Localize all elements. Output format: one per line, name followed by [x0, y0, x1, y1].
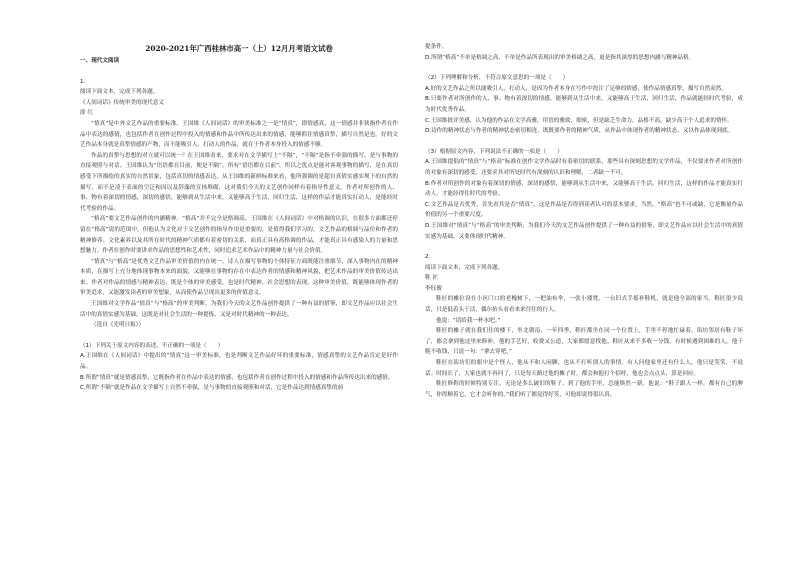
- story-author: 李钰俊: [425, 285, 442, 292]
- question-number: 2.: [425, 254, 431, 261]
- option-b: B.作者对所创作的对象有着深切的情感，深切的感悟，能够到从生活中来，又能够高于生活，回归生活，这样的作品才能真实打动人，才能经得住时代的考验。: [425, 180, 743, 198]
- question-instruction: 阅读下面文本，完成下列各题。: [80, 89, 159, 96]
- sub-question: （3）根据原文内容，下列说法不正确的一项是（ ）: [425, 148, 563, 155]
- story-title: 鞋 匠: [425, 275, 438, 282]
- sub-question: （1）下列关于原文内容的表述，不正确的一项是（ ）: [80, 342, 224, 349]
- option-d: D.王国维对“情真”与“格高”的审美判断，为我们今天的文艺作品创作提供了一种有益的借鉴，即文艺作品应以社会生活中的真情实感为基础，又要体现时代精神。: [425, 222, 743, 240]
- story-paragraph: 他说：“请给我一杯水吧。”: [436, 317, 501, 324]
- article-paragraph: “格高”要文艺作品创作的内涵精神。“格高”并不完全是格调高，王国维在《人间词话》中对格调的认识，在很多方面都还停留在“格高”说的范围中，但他认为文化对于文艺创作的指导作用是重要的，是值得我们学习的，文艺作品的格调与品位和作者的精神修养、文化素养以及其所在时代的精神气质都有着密切的关系，而真正具有高格调的作品，才能真正具有感染人的力量和思想魅力。作者在创作时要讲求作品的思想性和艺术性，同时追求艺术作品中的精神力量与社会价值。: [80, 216, 398, 255]
- question-instruction: 阅读下面文本，完成下列各题。: [425, 264, 504, 271]
- sub-question: （2）下列理解和分析，不符合原文意思的一项是（ ）: [425, 75, 569, 82]
- option-d: D.诗作的精神状态与作者的精神状态密切相连，既既要作者的精神气质，从作品中体现作者的精神状态，又以作品体现到底。: [425, 128, 734, 135]
- option-b: B.只要作者对所创作的人、事、物有着深切的情感，能够到从生活中来，又能够高于生活，回归生活，作品就能经时代考验，成为时代优秀作品。: [425, 96, 743, 113]
- question-number: 1.: [80, 78, 86, 85]
- story-paragraph: 鞋匠修鞋的时候特别专注，无论是多么破旧的鞋子，到了他的手里，总能焕然一新。他说：“鞋子跟人一样，都有自己的脾气，你得顺着它，它才会听你的。”我们听了都觉得好笑，可他却说得很认真。: [425, 381, 743, 398]
- option-a: A.王国维提倡的“情真”与“格高”标准在创作文学作品时有着密切的联系，那些具有深刻思想的文学作品，不仅要求作者对所创作的对象有深切的感受，还要求其对所处时代有深刻的认识和理解，二者缺一不可。: [425, 159, 743, 176]
- right-column: [425, 42, 743, 400]
- article-paragraph: 作品的真挚与思想的对立就可以统一？在王国维看来，要求对在文学描写上“不隔”，“不隔”是指不牵强的描写，是与事物的直接观照与对话。王国维认为“语语都在目前，便是不隔”，所有“语语都在目前”，所以之优点是能对客观事物的描写，是在真切感受下所描绘的真实的自然景象，包括真切的情感表达，从王国维的新鲜标准来看，他所强调的是超自真情实感实现下的自然的描写，而不是凌于表面的空泛和因以及辞藻的宣扬堆砌，这对我们今天的文艺创作同样有着指导性意义。作者对所创作的人、事、物有着深切的情感，深切的感悟，能够到从生活中来，又能够高于生活，回归生活，这样的作品才能真实打动人，是能经时代考验的作品。: [80, 152, 398, 212]
- left-column: [80, 56, 398, 394]
- article-paragraph: 王国维对文学作品“情真”与“格高”的审美判断，为我们今天的文艺作品创作提供了一种有益的借鉴，即文艺作品应以社会生活中的真情实感为基础，这既是对社会生活的一种提炼，又是对时代精神的一种表达。: [80, 301, 398, 318]
- article-paragraph: “情真”与“格高”是优秀文艺作品审美价值的内在统一。诗人在描写事物的个体特征方面既能注重细节，深入事物内在的精神本质，在描写上充分地体现事物本来的面貌，又能够在事物的存在中表达作者的情感和精神风貌，把艺术作品的审美价值传达出来。作者对作品的情感与精神表达，既是个体的审美感受，也是时代精神、社会思想的表现。这种审美价值，既能够体现作者的审美追求，又能激发读者的审美想象，从而使作品呈现出更多的价值意义。: [80, 258, 398, 297]
- option-d: D.所谓“格高”不单是格调之高，不单是作品所表现出的审美格调之高，更是指其深厚的思想内涵与精神品格。: [425, 54, 695, 61]
- page-title: 2020-2021年广西桂林市高一（上）12月月考语文试卷: [145, 44, 333, 53]
- option-a: A.王国维在《人间词话》中提出的“情真”这一审美标准，也是判断文艺作品好坏的重要标准，情感真挚的文艺作品肯定是好作品。: [80, 353, 398, 371]
- article-source: （选自《光明日报》）: [91, 322, 145, 329]
- article-paragraph: “情真”是中外文艺作品的重要标准。王国维《人间词话》的审美标准之一是“情真”，即情感真。这一情感并非狭指作者在作品中表达的感情，也包括作者在创作过程中投入的情感和作品中所传达出来的情感，能够抓住情感真挚，描写自然是也。好的文艺作品本身就是真挚情感的产物，而不能吸引人、打动人的作品，就在于作者本身投入的情感不够。: [80, 120, 398, 149]
- option-b: B.所谓“情真”就是情感真挚，它既指作者在作品中表达的情感，也包括作者在创作过程中投入的情感和作品所传达出来的感情。: [80, 374, 394, 381]
- option-c: C.王国维批评美感，认为他的作品在文学高雅，用语的雅致，细密，但是缺乏生命力，品格不高，缺少高于个人追求的情怀。: [425, 117, 733, 124]
- option-a: A.好的文艺作品之所以能吸引人，打动人，是因为作者本身在写作中投注了足够的情感，使作品情感真挚，描写自然而然。: [425, 85, 727, 92]
- article-author: 薛 红: [80, 110, 93, 117]
- section-heading: 一、现代文阅读: [80, 58, 120, 64]
- article-title: 《人间词话》传统审美的现代意义: [80, 99, 164, 106]
- option-c-continued: 提条件。: [425, 44, 448, 50]
- story-paragraph: 鞋匠的摊位设在小区门口的老槐树下，一把油布伞，一张小矮凳，一台旧式手摇补鞋机，就是他全部的家当。鞋匠很少说话，只是低着头干活，偶尔抬头看看来来往往的行人。: [425, 296, 743, 314]
- option-c: C.所谓“不隔”就是作品在文学描写上自然不牵强，是与事物的直接观照和对话，它是作品达到情感真挚的前: [80, 385, 344, 392]
- story-paragraph: 鞋匠的摊子就在我们住的楼下，坐北朝南，一年四季，鞋匠都坐在同一个位置上，手里不停地忙碌着。街坊邻居有鞋子坏了，都会拿到他这里来修补，他的手艺好，收费又公道，大家都愿意找他。鞋匠从来不多收一分钱，有时候遇到困难的人，他干脆不收钱，只说一句：“拿去穿吧。”: [425, 328, 743, 356]
- story-paragraph: 鞋匠在街坊们的眼中是个怪人，他从不和人闲聊，也从不打听别人的事情。有人问他家里还有什么人，他只是笑笑，不说话。时间长了，大家也就不再问了，只是每天路过他的摊子时，都会和他打个招呼，他也会点点头，算是回应。: [425, 360, 743, 377]
- option-c: C.文艺作品是否优秀，首先看其是否“情真”，这是作品是否得到读者认可的基本要求，当然，“格高”也不可或缺，它是衡量作品价值的另一个重要尺度。: [425, 201, 743, 219]
